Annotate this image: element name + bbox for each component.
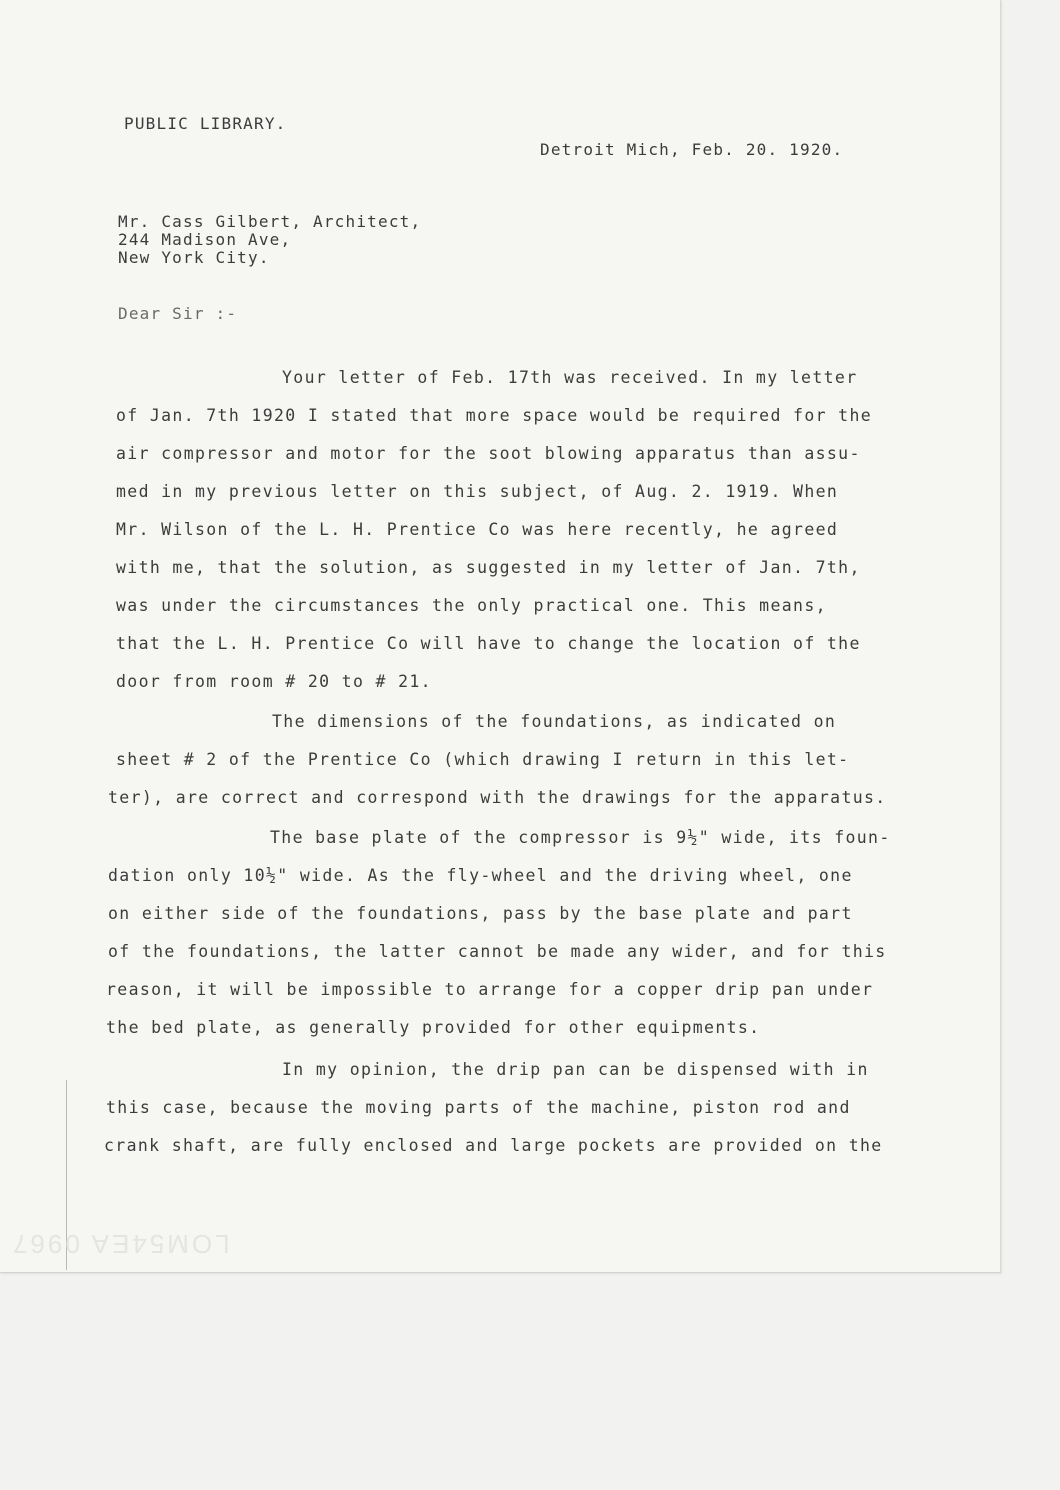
paragraph-2-line: The dimensions of the foundations, as indicated on xyxy=(272,712,837,731)
archive-stamp: LOM54EA 0967 xyxy=(10,1229,230,1259)
paragraph-3-line: The base plate of the compressor is 9½" wide, its foun- xyxy=(270,828,891,847)
recipient-line: 244 Madison Ave, xyxy=(118,230,292,249)
paragraph-3-line: the bed plate, as generally provided for other equipments. xyxy=(106,1018,761,1037)
paragraph-1-line: Mr. Wilson of the L. H. Prentice Co was here recently, he agreed xyxy=(116,520,839,539)
sender-heading: PUBLIC LIBRARY. xyxy=(124,114,287,133)
paragraph-2-line: ter), are correct and correspond with the drawings for the apparatus. xyxy=(108,788,887,807)
paragraph-1-line: was under the circumstances the only practical one. This means, xyxy=(116,596,827,615)
paragraph-3-line: of the foundations, the latter cannot be made any wider, and for this xyxy=(108,942,887,961)
paragraph-1-line: air compressor and motor for the soot blowing apparatus than assu- xyxy=(116,444,861,463)
recipient-line: New York City. xyxy=(118,248,270,267)
paragraph-4-line: crank shaft, are fully enclosed and large pockets are provided on the xyxy=(104,1136,883,1155)
paragraph-3-line: dation only 10½" wide. As the fly-wheel and the driving wheel, one xyxy=(108,866,853,885)
paragraph-1-line: Your letter of Feb. 17th was received. In my letter xyxy=(282,368,858,387)
paragraph-1-line: that the L. H. Prentice Co will have to change the location of the xyxy=(116,634,861,653)
recipient-line: Mr. Cass Gilbert, Architect, xyxy=(118,212,422,231)
paragraph-3-line: reason, it will be impossible to arrange for a copper drip pan under xyxy=(106,980,874,999)
paragraph-4-line: In my opinion, the drip pan can be dispensed with in xyxy=(282,1060,869,1079)
paragraph-2-line: sheet # 2 of the Prentice Co (which drawing I return in this let- xyxy=(116,750,850,769)
paragraph-4-line: this case, because the moving parts of the machine, piston rod and xyxy=(106,1098,851,1117)
paragraph-3-line: on either side of the foundations, pass by the base plate and part xyxy=(108,904,853,923)
dateline: Detroit Mich, Feb. 20. 1920. xyxy=(540,140,844,159)
salutation: Dear Sir :- xyxy=(118,304,238,323)
paragraph-1-line: of Jan. 7th 1920 I stated that more space would be required for the xyxy=(116,406,873,425)
paragraph-1-line: door from room # 20 to # 21. xyxy=(116,672,432,691)
paragraph-1-line: med in my previous letter on this subject, of Aug. 2. 1919. When xyxy=(116,482,839,501)
paragraph-1-line: with me, that the solution, as suggested in my letter of Jan. 7th, xyxy=(116,558,861,577)
